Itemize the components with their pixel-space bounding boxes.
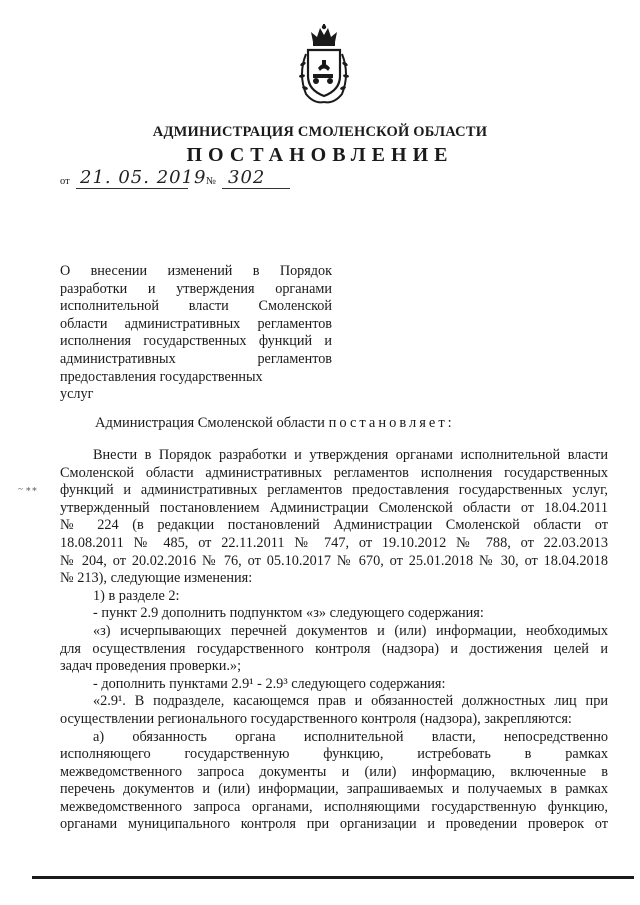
body-line: функций и административных регламентов предоставления государственных услуг,: [60, 482, 608, 499]
organization-name: АДМИНИСТРАЦИЯ СМОЛЕНСКОЙ ОБЛАСТИ: [152, 124, 488, 140]
handwritten-number: 302: [228, 167, 266, 188]
body-line: Смоленской области административных регламентов исполнения государственных: [60, 464, 608, 481]
body-line: задач проведения проверки.»;: [60, 658, 242, 675]
body-line: № 213), следующие изменения:: [60, 570, 253, 587]
subject-line: исполнения государственных функций и: [60, 333, 332, 350]
intro-action: постановляет:: [328, 415, 455, 431]
body-line: исполняющего государственную функцию, истребовать в рамках: [60, 746, 608, 763]
document-type: ПОСТАНОВЛЕНИЕ: [186, 144, 454, 166]
body-line: № 204, от 20.02.2016 № 76, от 05.10.2017 № 670, от 25.01.2018 № 30, от 18.04.2018: [60, 552, 608, 569]
subject-line: предоставления государственных: [60, 368, 263, 385]
body-line: 18.08.2011 № 485, от 22.11.2011 № 747, от 19.10.2012 № 788, от 22.03.2013: [60, 534, 608, 551]
body-line: для осуществления государственного контроля (надзора) и достижения целей и: [60, 640, 608, 657]
body-line: межведомственного запроса органами, исполняющими государственную функцию,: [60, 798, 608, 815]
body-line: органами муниципального контроля при организации и проведении проверок от: [60, 816, 608, 833]
date-from-label: от: [60, 176, 70, 187]
body-line: утвержденный постановлением Администрации Смоленской области от 18.04.2011: [60, 499, 608, 516]
subject-line: О внесении изменений в Порядок: [60, 263, 332, 279]
body-line: «з) исчерпывающих перечней документов и (или) информации, необходимых: [93, 622, 608, 639]
body-line: межведомственного запроса документы и (или) информацию, включенные в: [60, 763, 608, 780]
body-line: «2.9¹. В подразделе, касающемся прав и обязанностей должностных лиц при: [93, 693, 608, 710]
body-line: осуществлении регионального государственного контроля (надзора), закрепляются:: [60, 710, 572, 727]
subject-line: области административных регламентов: [60, 315, 332, 332]
date-number-line: [60, 167, 320, 192]
subject-line: услуг: [60, 386, 94, 403]
subject-line: исполнительной власти Смоленской: [60, 298, 332, 315]
subject-line: разработки и утверждения органами: [60, 280, 332, 297]
coat-of-arms-emblem: [296, 24, 352, 108]
body-line: 1) в разделе 2:: [93, 587, 180, 604]
body-line: Внести в Порядок разработки и утверждения органами исполнительной власти: [93, 447, 608, 463]
body-line: № 224 (в редакции постановлений Администрации Смоленской области от: [60, 517, 608, 534]
body-line: а) обязанность органа исполнительной власти, непосредственно: [93, 728, 608, 745]
intro-text: Администрация Смоленской области: [95, 415, 325, 431]
resolution-intro: [95, 415, 455, 432]
subject-line: административных регламентов: [60, 350, 332, 367]
number-label: №: [206, 176, 217, 187]
date-underline: [76, 188, 188, 189]
body-line: перечень документов и (или) информации, запрашиваемых и получаемых в рамках: [60, 781, 608, 798]
scan-edge-bar: [32, 876, 634, 879]
number-underline: [222, 188, 290, 189]
document-subject: [60, 263, 332, 404]
document-body: [60, 447, 608, 834]
handwritten-date: 21. 05. 2019: [80, 167, 207, 188]
body-line: - дополнить пунктами 2.9¹ - 2.9³ следующего содержания:: [93, 675, 446, 692]
body-line: - пункт 2.9 дополнить подпунктом «з» следующего содержания:: [93, 605, 484, 622]
margin-mark: ~ ∗∗: [18, 484, 38, 494]
